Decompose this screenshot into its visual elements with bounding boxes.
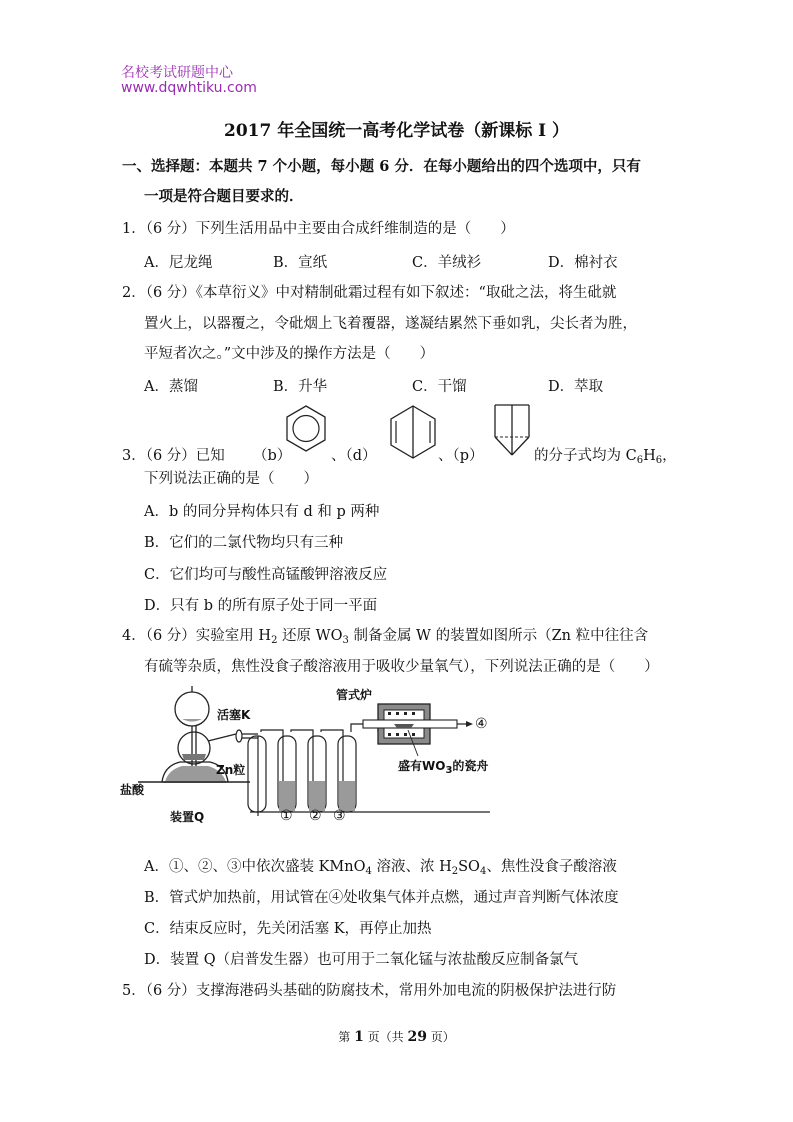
- q1-option-c: C．羊绒衫: [412, 255, 482, 271]
- q2-option-c: C．干馏: [412, 379, 467, 395]
- q1-option-d: D．棉衬衣: [548, 255, 618, 271]
- label-device-q: 装置Q: [170, 810, 205, 824]
- page-footer: 第 1 页（共 29 页）: [338, 1029, 455, 1045]
- q2-line-3: 平短者次之。”文中涉及的操作方法是（ ）: [144, 346, 435, 362]
- q3-option-c: C．它们均可与酸性高锰酸钾溶液反应: [144, 567, 388, 583]
- q2-option-b: B．升华: [273, 379, 328, 395]
- q4-option-d: D．装置 Q（启普发生器）也可用于二氧化锰与浓盐酸反应制备氯气: [144, 952, 579, 968]
- label-boat: 盛有$WO_3$的瓷舟: [398, 759, 489, 776]
- q1-option-b: B．宣纸: [273, 255, 328, 271]
- watermark-url: www.dqwhtiku.com: [121, 80, 257, 96]
- q3-label-b: （b）: [253, 448, 292, 464]
- section-heading-2: 一项是符合题目要求的．: [144, 188, 304, 205]
- q4-line-2: 有硫等杂质，焦性没食子酸溶液用于吸收少量氧气），下列说法正确的是（ ）: [144, 659, 659, 675]
- watermark-name: 名校考试研题中心: [121, 65, 233, 81]
- label-acid: 盐酸: [120, 783, 145, 797]
- page-title: 2017 年全国统一高考化学试卷（新课标 I ）: [223, 121, 570, 141]
- section-heading-1: 一、选择题：本题共 7 个小题，每小题 6 分．在每小题给出的四个选项中，只有: [122, 158, 641, 175]
- q2-option-a: A．蒸馏: [144, 379, 198, 395]
- q4-option-b: B．管式炉加热前，用试管在④处收集气体并点燃，通过声音判断气体浓度: [144, 890, 619, 906]
- q4-option-c: C．结束反应时，先关闭活塞 K，再停止加热: [144, 921, 432, 937]
- label-valve: 活塞K: [217, 708, 251, 722]
- q3-option-a: A．b 的同分异构体只有 d 和 p 两种: [144, 504, 380, 520]
- q3-option-d: D．只有 b 的所有原子处于同一平面: [144, 598, 378, 614]
- q2-line-1: 2．（6 分）《本草衍义》中对精制砒霜过程有如下叙述：“取砒之法，将生砒就: [122, 285, 617, 301]
- q2-line-2: 置火上，以器覆之，令砒烟上飞着覆器，遂凝结累然下垂如乳，尖长者为胜，: [144, 316, 637, 332]
- benzene-structure-icon: [284, 404, 328, 454]
- label-zn: Zn粒: [216, 763, 246, 777]
- q3-prefix: 3．（6 分）已知: [122, 448, 225, 464]
- q3-formula: 的分子式均为 $C_6H_6$，: [534, 448, 677, 466]
- label-bottle-1: ①: [280, 808, 293, 824]
- q5-line-1: 5．（6 分）支撑海港码头基础的防腐技术，常用外加电流的阴极保护法进行防: [122, 983, 617, 999]
- q3-label-p: 、（p）: [438, 448, 484, 464]
- label-bottle-3: ③: [333, 808, 346, 824]
- label-furnace: 管式炉: [336, 688, 373, 702]
- prismane-structure-icon: [492, 401, 532, 459]
- q1-option-a: A．尼龙绳: [144, 255, 213, 271]
- q1-stem: 1．（6 分）下列生活用品中主要由合成纤维制造的是（ ）: [122, 221, 515, 237]
- q2-option-d: D．萃取: [548, 379, 604, 395]
- dewar-benzene-structure-icon: [388, 404, 438, 460]
- q4-option-a: A．①、②、③中依次盛装 KMnO$_4$ 溶液、浓 $H_2SO_4$、焦性没食子酸溶液: [144, 859, 617, 877]
- q3-label-d: 、（d）: [331, 448, 377, 464]
- q3-option-b: B．它们的二氯代物均只有三种: [144, 535, 344, 551]
- label-outlet-4: ④: [475, 716, 488, 732]
- label-bottle-2: ②: [309, 808, 322, 824]
- q3-line-2: 下列说法正确的是（ ）: [144, 471, 318, 487]
- q4-line-1: 4．（6 分）实验室用 $H_2$ 还原 $WO_3$ 制备金属 W 的装置如图所示（Zn 粒中往往含: [122, 628, 649, 646]
